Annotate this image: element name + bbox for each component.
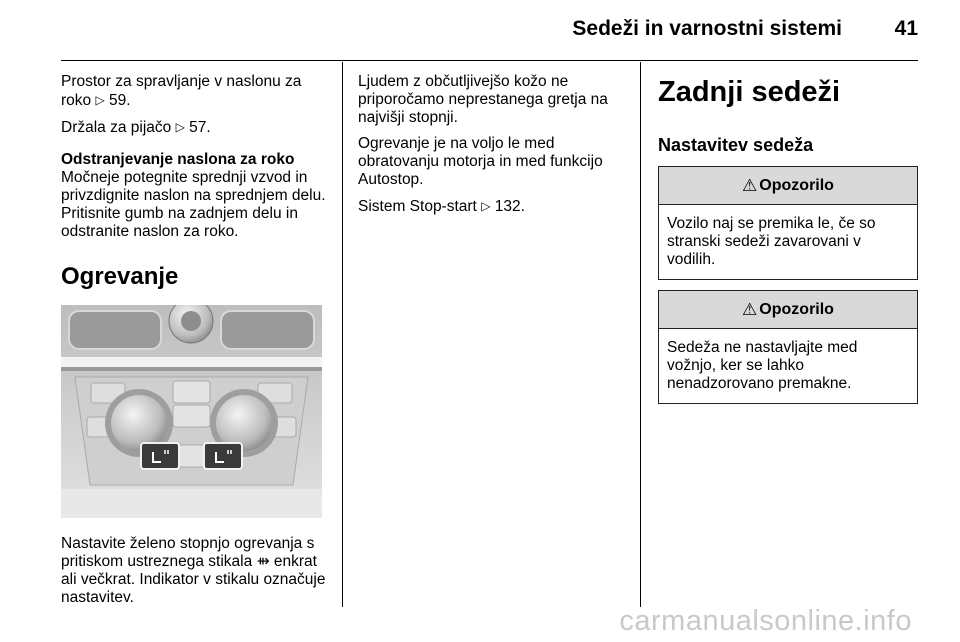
header-rule xyxy=(61,60,918,61)
warning-header: ⚠ Opozorilo xyxy=(659,291,917,329)
paragraph-stop-start: Sistem Stop-start ▷ 132. xyxy=(358,198,525,215)
paragraph-sensitive-skin: Ljudem z občutljivejšo kožo ne priporočamo neprestanega gretja na najvišji stopnji. xyxy=(358,73,608,126)
page-reference[interactable]: 57. xyxy=(189,119,211,136)
subheading-armrest-removal: Odstranjevanje naslona za roko xyxy=(61,151,295,168)
paragraph-armrest: Močneje potegnite sprednji vzvod in privzdignite naslon na sprednjem delu. Pritisnite gumb na zadnjem delu in odstranite naslon za roko. xyxy=(61,169,326,240)
page-reference[interactable]: 59. xyxy=(109,92,131,109)
watermark: carmanualsonline.info xyxy=(619,605,912,637)
paragraph-storage: Prostor za spravljanje v naslonu za roko ▷ 59. xyxy=(61,73,302,109)
paragraph-cupholders: Držala za pijačo ▷ 57. xyxy=(61,119,211,136)
column-divider-1 xyxy=(342,62,343,607)
paragraph-autostop: Ogrevanje je na voljo le med obratovanju motorja in med funkcijo Autostop. xyxy=(358,135,603,188)
warning-text: Sedeža ne nastavljajte med vožnjo, ker se lahko nenadzorovano premakne. xyxy=(667,339,858,392)
subheading-seat-adjustment: Nastavitev sedeža xyxy=(658,135,814,155)
reference-arrow-icon: ▷ xyxy=(95,93,105,107)
warning-triangle-icon: ⚠ xyxy=(742,175,758,195)
page-reference[interactable]: 132. xyxy=(494,198,525,215)
warning-box xyxy=(658,166,918,280)
page-number: 41 xyxy=(894,17,918,40)
column-divider-2 xyxy=(640,62,641,607)
warning-header: ⚠ Opozorilo xyxy=(659,167,917,205)
column-2 xyxy=(358,73,626,224)
reference-arrow-icon: ▷ xyxy=(175,120,185,134)
page-header-title: Sedeži in varnostni sistemi xyxy=(572,17,842,40)
section-heading-heating: Ogrevanje xyxy=(61,263,179,290)
warning-text: Vozilo naj se premika le, če so stranski sedeži zavarovani v vodilih. xyxy=(667,215,876,268)
section-heading-rear-seats: Zadnji sedeži xyxy=(658,76,841,108)
column-1 xyxy=(61,73,327,615)
warning-box xyxy=(658,290,918,404)
figure-caption: Nastavite želeno stopnjo ogrevanja s pritiskom ustreznega stikala ⇻ enkrat ali večkrat. Indikator v stikalu označuje nastavitev. xyxy=(61,535,326,606)
climate-control-panel-figure xyxy=(61,305,322,518)
column-3 xyxy=(658,74,919,404)
seat-heating-icon: ⇻ xyxy=(256,553,270,570)
reference-arrow-icon: ▷ xyxy=(481,199,491,213)
warning-triangle-icon: ⚠ xyxy=(742,299,758,319)
